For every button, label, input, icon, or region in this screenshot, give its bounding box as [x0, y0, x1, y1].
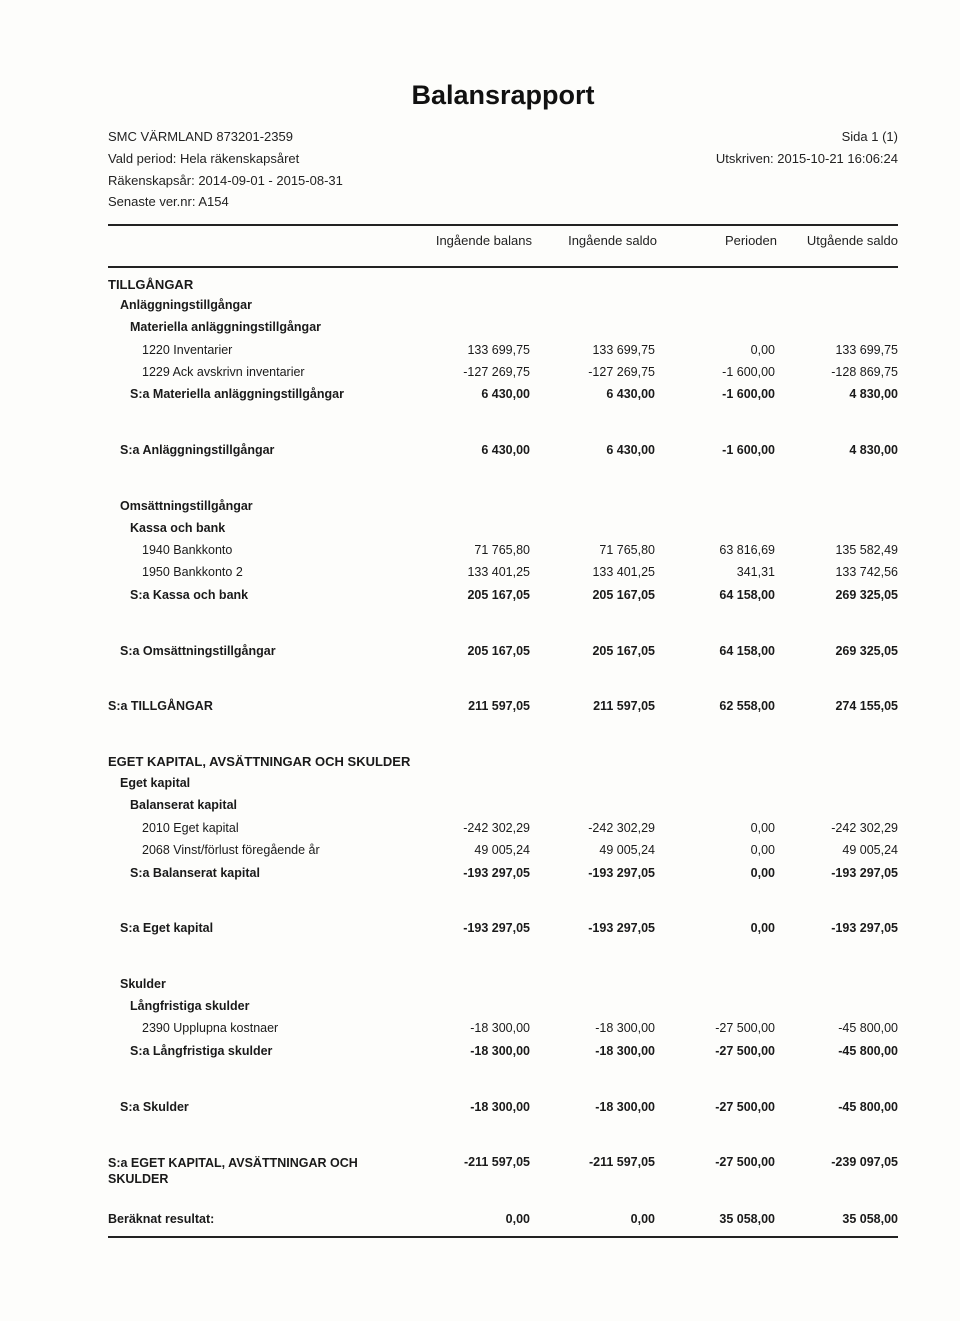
row-value-2: -18 300,00 — [595, 1021, 655, 1035]
row-value-4: -45 800,00 — [838, 1021, 898, 1035]
row-value-4: -193 297,05 — [831, 921, 898, 935]
row-value-1: -18 300,00 — [470, 1100, 530, 1114]
row-value-2: -242 302,29 — [588, 821, 655, 835]
row-value-4: -239 097,05 — [831, 1155, 898, 1169]
table-row — [0, 588, 960, 606]
row-value-1: 133 699,75 — [467, 343, 530, 357]
row-label: 2010 Eget kapital — [142, 821, 239, 835]
table-row — [0, 1100, 960, 1118]
row-value-4: 135 582,49 — [835, 543, 898, 557]
table-row — [0, 365, 960, 383]
row-label: EGET KAPITAL, AVSÄTTNINGAR OCH SKULDER — [108, 754, 411, 769]
header-bottom-rule — [108, 266, 898, 268]
row-value-2: 205 167,05 — [592, 588, 655, 602]
fiscal-year: Räkenskapsår: 2014-09-01 - 2015-08-31 — [108, 173, 343, 188]
row-value-2: 71 765,80 — [599, 543, 655, 557]
row-value-2: 133 699,75 — [592, 343, 655, 357]
row-value-4: 133 699,75 — [835, 343, 898, 357]
table-row — [0, 754, 960, 772]
row-value-4: -242 302,29 — [831, 821, 898, 835]
page-number: Sida 1 (1) — [841, 129, 898, 144]
table-row — [0, 1212, 960, 1230]
footer-rule — [108, 1236, 898, 1238]
row-value-1: 49 005,24 — [474, 843, 530, 857]
table-row — [0, 866, 960, 884]
table-row — [0, 565, 960, 583]
row-label: Kassa och bank — [130, 521, 226, 535]
table-row — [0, 277, 960, 295]
row-value-4: 269 325,05 — [835, 588, 898, 602]
row-value-3: 0,00 — [750, 821, 775, 835]
row-value-3: -27 500,00 — [715, 1021, 775, 1035]
printed-timestamp: Utskriven: 2015-10-21 16:06:24 — [715, 151, 898, 166]
row-value-2: -18 300,00 — [595, 1044, 655, 1058]
row-value-3: 0,00 — [750, 921, 775, 935]
row-value-4: -193 297,05 — [831, 866, 898, 880]
table-row — [0, 977, 960, 995]
table-row — [0, 343, 960, 361]
table-row — [0, 798, 960, 816]
table-row — [0, 521, 960, 539]
row-value-4: -45 800,00 — [838, 1044, 898, 1058]
row-label: 1229 Ack avskrivn inventarier — [142, 365, 305, 379]
row-value-1: 0,00 — [505, 1212, 530, 1226]
report-title: Balansrapport — [411, 80, 595, 110]
row-value-1: 205 167,05 — [467, 588, 530, 602]
table-row — [0, 644, 960, 662]
row-label: S:a TILLGÅNGAR — [108, 699, 213, 713]
row-value-4: 274 155,05 — [835, 699, 898, 713]
row-value-3: 64 158,00 — [719, 588, 775, 602]
row-label: Materiella anläggningstillgångar — [130, 320, 322, 334]
table-row — [0, 1155, 960, 1186]
row-label: Beräknat resultat: — [108, 1212, 215, 1226]
row-label: S:a Balanserat kapital — [130, 866, 260, 880]
table-row — [0, 999, 960, 1017]
row-value-3: 35 058,00 — [719, 1212, 775, 1226]
row-value-2: -127 269,75 — [588, 365, 655, 379]
table-row — [0, 921, 960, 939]
selected-period: Vald period: Hela räkenskapsåret — [108, 151, 300, 166]
row-value-3: 341,31 — [736, 565, 775, 579]
row-label: 1940 Bankkonto — [142, 543, 233, 557]
row-label: Långfristiga skulder — [130, 999, 250, 1013]
row-label: S:a Materiella anläggningstillgångar — [130, 387, 344, 401]
row-value-3: 64 158,00 — [719, 644, 775, 658]
row-value-1: 6 430,00 — [481, 387, 530, 401]
row-value-2: 49 005,24 — [599, 843, 655, 857]
header-top-rule — [108, 224, 898, 226]
row-value-2: -193 297,05 — [588, 921, 655, 935]
table-row — [0, 387, 960, 405]
row-value-3: -27 500,00 — [715, 1044, 775, 1058]
row-label: S:a Kassa och bank — [130, 588, 249, 602]
row-value-2: 6 430,00 — [606, 443, 655, 457]
row-value-3: -27 500,00 — [715, 1100, 775, 1114]
row-label: Balanserat kapital — [130, 798, 237, 812]
table-row — [0, 1044, 960, 1062]
row-label: Omsättningstillgångar — [120, 499, 253, 513]
row-value-3: 0,00 — [750, 866, 775, 880]
row-value-4: 133 742,56 — [835, 565, 898, 579]
row-value-2: -18 300,00 — [595, 1100, 655, 1114]
row-value-4: 4 830,00 — [849, 387, 898, 401]
table-row — [0, 320, 960, 338]
row-value-2: -211 597,05 — [588, 1155, 655, 1169]
row-value-3: -1 600,00 — [722, 443, 775, 457]
column-header-opening-saldo: Ingående saldo — [568, 233, 657, 248]
row-value-4: 35 058,00 — [842, 1212, 898, 1226]
row-value-3: -1 600,00 — [722, 365, 775, 379]
row-value-4: -45 800,00 — [838, 1100, 898, 1114]
table-row — [0, 543, 960, 561]
row-value-1: -211 597,05 — [463, 1155, 530, 1169]
row-value-1: 6 430,00 — [481, 443, 530, 457]
row-label: TILLGÅNGAR — [108, 277, 194, 292]
row-label: 1220 Inventarier — [142, 343, 233, 357]
column-header-period: Perioden — [724, 233, 777, 248]
row-value-2: -193 297,05 — [588, 866, 655, 880]
row-value-1: 71 765,80 — [474, 543, 530, 557]
column-header-closing-saldo: Utgående saldo — [806, 233, 898, 248]
table-row — [0, 1021, 960, 1039]
row-label: Eget kapital — [120, 776, 191, 790]
row-label: 1950 Bankkonto 2 — [142, 565, 243, 579]
row-value-2: 211 597,05 — [593, 699, 655, 713]
row-value-1: -18 300,00 — [470, 1044, 530, 1058]
table-row — [0, 821, 960, 839]
row-value-1: 133 401,25 — [467, 565, 530, 579]
row-label: S:a Anläggningstillgångar — [120, 443, 275, 457]
latest-version: Senaste ver.nr: A154 — [108, 194, 229, 209]
row-value-2: 0,00 — [630, 1212, 655, 1226]
table-row — [0, 298, 960, 316]
table-row — [0, 699, 960, 717]
table-row — [0, 776, 960, 794]
table-row — [0, 843, 960, 861]
row-label: 2390 Upplupna kostnaer — [142, 1021, 279, 1035]
row-value-1: -127 269,75 — [463, 365, 530, 379]
row-label: S:a EGET KAPITAL, AVSÄTTNINGAR OCH SKULDER — [108, 1156, 358, 1186]
row-value-1: 205 167,05 — [467, 644, 530, 658]
row-value-3: 0,00 — [750, 343, 775, 357]
row-value-3: -1 600,00 — [722, 387, 775, 401]
row-value-4: 49 005,24 — [842, 843, 898, 857]
row-value-1: -193 297,05 — [463, 921, 530, 935]
row-value-1: -18 300,00 — [470, 1021, 530, 1035]
row-label: S:a Skulder — [120, 1100, 189, 1114]
row-value-4: 269 325,05 — [835, 644, 898, 658]
row-value-1: -193 297,05 — [463, 866, 530, 880]
row-value-3: 62 558,00 — [719, 699, 775, 713]
row-label: S:a Eget kapital — [120, 921, 214, 935]
table-row — [0, 443, 960, 461]
company-name: SMC VÄRMLAND 873201-2359 — [108, 129, 293, 144]
row-value-3: 63 816,69 — [719, 543, 775, 557]
row-value-2: 133 401,25 — [592, 565, 655, 579]
row-value-1: 211 597,05 — [468, 699, 530, 713]
row-label: S:a Långfristiga skulder — [130, 1044, 273, 1058]
row-label: Skulder — [120, 977, 166, 991]
row-value-2: 6 430,00 — [606, 387, 655, 401]
row-value-1: -242 302,29 — [463, 821, 530, 835]
row-label: 2068 Vinst/förlust föregående år — [142, 843, 320, 857]
row-label: Anläggningstillgångar — [120, 298, 252, 312]
row-label: S:a Omsättningstillgångar — [120, 644, 276, 658]
table-row — [0, 499, 960, 517]
column-header-opening-balance: Ingående balans — [435, 233, 532, 248]
row-value-4: -128 869,75 — [831, 365, 898, 379]
row-value-4: 4 830,00 — [849, 443, 898, 457]
row-value-2: 205 167,05 — [592, 644, 655, 658]
row-value-3: -27 500,00 — [715, 1155, 775, 1169]
row-value-3: 0,00 — [750, 843, 775, 857]
